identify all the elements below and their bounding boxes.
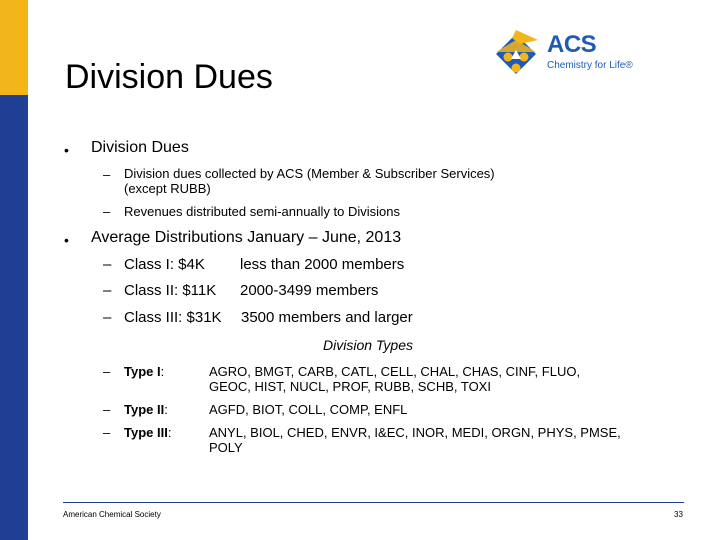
bullet-average-distributions: Average Distributions January – June, 2013 xyxy=(91,229,402,246)
sub-bullet-revenues: Revenues distributed semi-annually to Divisions xyxy=(124,204,401,219)
sub-bullet-line: Division dues collected by ACS (Member & Subscriber Services) xyxy=(124,166,495,181)
class-label: Class I: $4K xyxy=(124,256,205,273)
type-division-list xyxy=(209,425,679,455)
blue-sidebar-band xyxy=(0,95,28,540)
type-colon: : xyxy=(160,364,165,379)
type-list-line: POLY xyxy=(209,440,243,455)
dash-icon: – xyxy=(103,364,111,379)
dash-icon: – xyxy=(103,425,111,440)
type-name: Type I xyxy=(124,364,161,379)
type-list-line: GEOC, HIST, NUCL, PROF, RUBB, SCHB, TOXI xyxy=(209,379,491,394)
gold-sidebar-band xyxy=(0,0,28,95)
acs-emblem-icon xyxy=(490,30,542,82)
dash-icon: – xyxy=(103,256,112,273)
dash-icon: – xyxy=(103,167,111,182)
type-name: Type II xyxy=(124,402,165,417)
logo-tagline: Chemistry for Life® xyxy=(547,60,633,71)
acs-logo xyxy=(490,30,650,82)
type-colon: : xyxy=(164,402,168,417)
type-label xyxy=(124,402,168,417)
type-label xyxy=(124,425,171,440)
bullet-dot-icon: • xyxy=(64,142,69,158)
dash-icon: – xyxy=(103,282,112,299)
footer-org: American Chemical Society xyxy=(63,510,161,519)
type-list-line: AGFD, BIOT, COLL, COMP, ENFL xyxy=(209,402,408,417)
slide-title: Division Dues xyxy=(65,58,273,96)
type-list-line: ANYL, BIOL, CHED, ENVR, I&EC, INOR, MEDI, ORGN, PHYS, PMSE, xyxy=(209,425,621,440)
logo-wordmark: ACS xyxy=(547,31,597,58)
class-desc: 3500 members and larger xyxy=(241,309,413,326)
type-name: Type III xyxy=(124,425,168,440)
class-label: Class III: $31K xyxy=(124,309,222,326)
class-desc: less than 2000 members xyxy=(240,256,405,273)
division-types-heading: Division Types xyxy=(323,337,413,353)
sub-bullet-line: (except RUBB) xyxy=(124,181,211,196)
bullet-division-dues: Division Dues xyxy=(91,139,189,156)
sub-bullet-dues-collected xyxy=(124,166,495,196)
footer-divider xyxy=(63,502,684,503)
dash-icon: – xyxy=(103,402,111,417)
type-list-line: AGRO, BMGT, CARB, CATL, CELL, CHAL, CHAS, CINF, FLUO, xyxy=(209,364,581,379)
type-colon: : xyxy=(167,425,172,440)
class-desc: 2000-3499 members xyxy=(240,282,379,299)
type-label xyxy=(124,364,164,379)
dash-icon: – xyxy=(103,309,112,326)
dash-icon: – xyxy=(103,204,111,219)
class-label: Class II: $11K xyxy=(124,282,217,299)
page-number: 33 xyxy=(674,510,683,519)
type-division-list xyxy=(209,364,679,394)
type-division-list xyxy=(209,402,679,417)
bullet-dot-icon: • xyxy=(64,232,69,248)
